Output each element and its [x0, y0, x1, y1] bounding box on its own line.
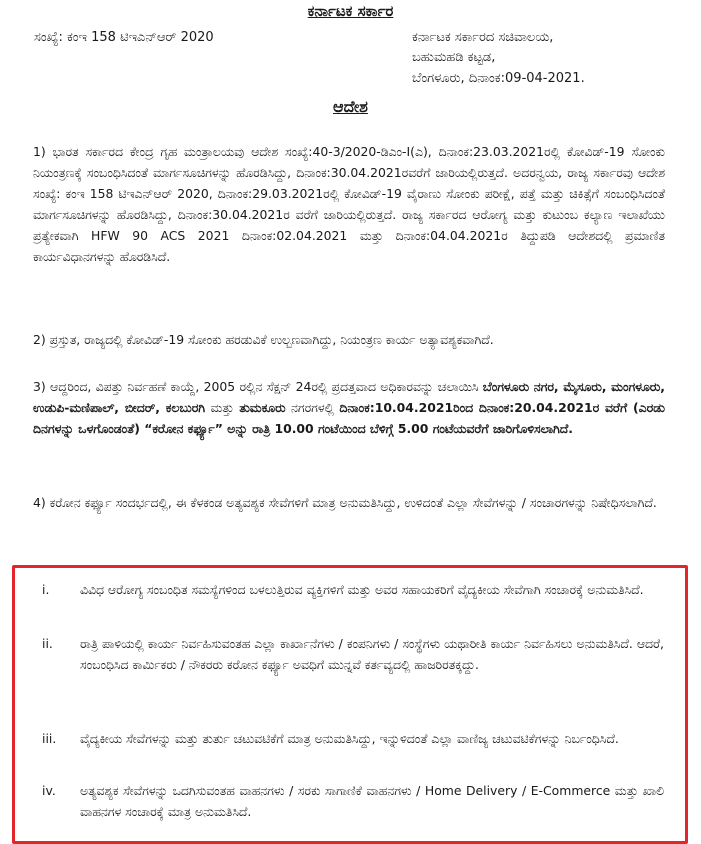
paragraph-3 [33, 376, 665, 439]
paragraph-3-tumakuru: ತುಮಕೂರು [239, 400, 286, 415]
list-item-text: ಅತ್ಯವಶ್ಯಕ ಸೇವೆಗಳನ್ನು ಒದಗಿಸುವಂತಹ ವಾಹನಗಳು / ಸರಕು ಸಾಗಾಣಿಕೆ ವಾಹನಗಳು / Home Delivery / E-Commerce ಮತ್ತು ಖಾಲಿ ವಾಹನಗಳ ಸಂಚಾರಕ್ಕೆ ಮಾತ್ರ ಅನುಮತಿಸಿದೆ. [80, 783, 664, 819]
order-heading: ಆದೇಶ [333, 97, 368, 116]
paragraph-4: 4) ಕರೋನ ಕರ್ಫ್ಯೂ ಸಂದರ್ಭದಲ್ಲಿ, ಈ ಕೆಳಕಂಡ ಅತ್ಯವಶ್ಯಕ ಸೇವೆಗಳಿಗೆ ಮಾತ್ರ ಅನುಮತಿಸಿದ್ದು, ಉಳಿದಂತೆ ಎಲ್ಲಾ ಸೇವೆಗಳನ್ನು / ಸಂಚಾರಗಳನ್ನು ನಿಷೇಧಿಸಲಾಗಿದೆ. [33, 495, 657, 510]
list-item-text: ರಾತ್ರಿ ಪಾಳಿಯಲ್ಲಿ ಕಾರ್ಯ ನಿರ್ವಹಿಸುವಂತಹ ಎಲ್ಲಾ ಕಾರ್ಖಾನೆಗಳು / ಕಂಪನಿಗಳು / ಸಂಸ್ಥೆಗಳು ಯಥಾರೀತಿ ಕಾರ್ಯ ನಿರ್ವಹಿಸಲು ಅನುಮತಿಸಿದೆ. ಆದರೆ, ಸಂಬಂಧಿಸಿದ ಕಾರ್ಮಿಕರು / ನೌಕರರು ಕರೋನ ಕರ್ಫ್ಯೂ ಅವಧಿಗೆ ಮುನ್ನವೆ ಕರ್ತವ್ಯದಲ್ಲಿ ಹಾಜರಿರತಕ್ಕದ್ದು. [80, 636, 664, 672]
address-line-2: ಬಹುಮಹಡಿ ಕಟ್ಟಡ, [412, 50, 496, 65]
paragraph-3-and: ಮತ್ತು [205, 400, 240, 415]
address-line-1: ಕರ್ನಾಟಕ ಸರ್ಕಾರದ ಸಚಿವಾಲಯ, [412, 30, 554, 45]
paragraph-3-intro: 3) ಆದ್ದರಿಂದ, ವಿಪತ್ತು ನಿರ್ವಹಣೆ ಕಾಯ್ದೆ, 2005 ರಲ್ಲಿನ ಸೆಕ್ಷನ್ 24ರಲ್ಲಿ ಪ್ರದತ್ತವಾದ ಅಧಿಕಾರವನ್ನು ಚಲಾಯಿಸಿ [33, 379, 483, 394]
list-item-number: iii. [42, 731, 57, 746]
paragraph-3-cities-suffix: ನಗರಗಳಲ್ಲಿ [285, 400, 340, 415]
list-item-number: i. [42, 582, 50, 597]
paragraph-3-cities: ಬೆಂಗಳೂರು ನಗರ, ಮೈಸೂರು, ಮಂಗಳೂರು, ಉಡುಪಿ-ಮಣಿಪಾಲ್, ಬೀದರ್, ಕಲಬುರಗಿ [33, 379, 665, 415]
list-item-text: ವಿವಿಧ ಆರೋಗ್ಯ ಸಂಬಂಧಿತ ಸಮಸ್ಯೆಗಳಿಂದ ಬಳಲುತ್ತಿರುವ ವ್ಯಕ್ತಿಗಳಿಗೆ ಮತ್ತು ಅವರ ಸಹಾಯಕರಿಗೆ ವೈದ್ಯಕೀಯ ಸೇವೆಗಾಗಿ ಸಂಚಾರಕ್ಕೆ ಅನುಮತಿಸಿದೆ. [80, 582, 644, 597]
paragraph-1: 1) ಭಾರತ ಸರ್ಕಾರದ ಕೇಂದ್ರ ಗೃಹ ಮಂತ್ರಾಲಯವು ಆದೇಶ ಸಂಖ್ಯೆ:40-3/2020-ಡಿಎಂ-I(ಎ), ದಿನಾಂಕ:23.03.2021ರಲ್ಲಿ ಕೋವಿಡ್-19 ಸೋಂಕು ನಿಯಂತ್ರಣಕ್ಕೆ ಸಂಬಂಧಿಸಿದಂತೆ ಮಾರ್ಗಸೂಚಿಗಳನ್ನು ಹೊರಡಿಸಿದ್ದು, ದಿನಾಂಕ:30.04.2021ರವರೆಗೆ ಜಾರಿಯಲ್ಲಿರುತ್ತದೆ. ಅದರನ್ವಯ, ರಾಜ್ಯ ಸರ್ಕಾರವು ಆದೇಶ ಸಂಖ್ಯೆ: ಕಂಇ 158 ಟಿಇಎನ್ಆರ್ 2020, ದಿನಾಂಕ:29.03.2021ರಲ್ಲಿ ಕೋವಿಡ್-19 ವೈರಾಣು ಸೋಂಕು ಪರೀಕ್ಷೆ, ಪತ್ತೆ ಮತ್ತು ಚಿಕಿತ್ಸೆಗೆ ಸಂಬಂಧಿಸಿದಂತೆ ಮಾರ್ಗಸೂಚಿಗಳನ್ನು ಹೊರಡಿಸಿದ್ದು, ದಿನಾಂಕ:30.04.2021ರ ವರೆಗೆ ಜಾರಿಯಲ್ಲಿರುತ್ತದೆ. ರಾಜ್ಯ ಸರ್ಕಾರದ ಆರೋಗ್ಯ ಮತ್ತು ಕುಟುಂಬ ಕಲ್ಯಾಣ ಇಲಾಖೆಯು ಪ್ರತ್ಯೇಕವಾಗಿ HFW 90 ACS 2021 ದಿನಾಂಕ:02.04.2021 ಮತ್ತು ದಿನಾಂಕ:04.04.2021ರ ತಿದ್ದುಪಡಿ ಆದೇಶದಲ್ಲಿ ಪ್ರಮಾಣಿತ ಕಾರ್ಯವಿಧಾನಗಳನ್ನು ಹೊರಡಿಸಿದೆ. [33, 144, 665, 264]
list-item-text: ವೈದ್ಯಕೀಯ ಸೇವೆಗಳನ್ನು ಮತ್ತು ತುರ್ತು ಚಟುವಟಿಕೆಗೆ ಮಾತ್ರ ಅನುಮತಿಸಿದ್ದು, ಇನ್ನುಳಿದಂತೆ ಎಲ್ಲಾ ವಾಣಿಜ್ಯ ಚಟುವಟಿಕೆಗಳನ್ನು ನಿರ್ಬಂಧಿಸಿದೆ. [80, 731, 619, 746]
paragraph-2: 2) ಪ್ರಸ್ತುತ, ರಾಜ್ಯದಲ್ಲಿ ಕೋವಿಡ್-19 ಸೋಂಕು ಹರಡುವಿಕೆ ಉಲ್ಬಣವಾಗಿದ್ದು, ನಿಯಂತ್ರಣ ಕಾರ್ಯ ಅತ್ಯಾವಶ್ಯಕವಾಗಿದೆ. [33, 332, 494, 347]
government-title: ಕರ್ನಾಟಕ ಸರ್ಕಾರ [307, 2, 394, 20]
list-item-number: ii. [42, 636, 53, 651]
address-line-3-date: ಬೆಂಗಳೂರು, ದಿನಾಂಕ:09-04-2021. [412, 71, 585, 86]
list-item-number: iv. [42, 783, 56, 798]
paragraph-3-curfew-dates: ದಿನಾಂಕ:10.04.2021ರಿಂದ ದಿನಾಂಕ:20.04.2021ರ ವರೆಗೆ (ಎರಡು ದಿನಗಳನ್ನು ಒಳಗೊಂಡಂತೆ) “ಕರೋನ ಕರ್ಫ್ಯೂ” ಅನ್ನು ರಾತ್ರಿ 10.00 ಗಂಟೆಯಿಂದ ಬೆಳಿಗ್ಗೆ 5.00 ಗಂಟೆಯವರೆಗೆ ಜಾರಿಗೊಳಿಸಲಾಗಿದೆ. [33, 400, 665, 436]
order-number: ಸಂಖ್ಯೆ: ಕಂಇ 158 ಟಿಇಎನ್ಆರ್ 2020 [34, 30, 214, 45]
